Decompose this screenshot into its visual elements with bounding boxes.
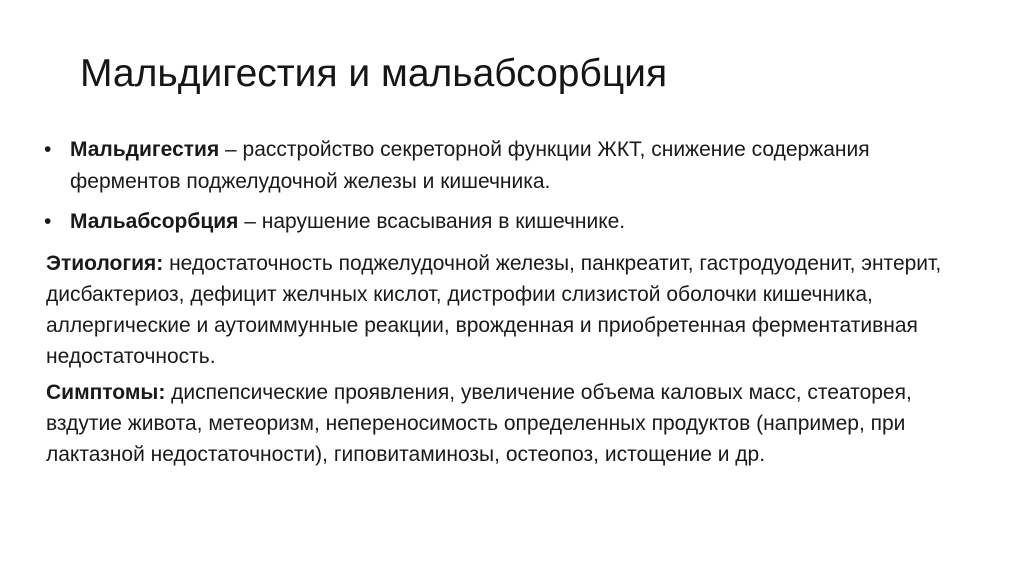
etiology-label: Этиология: <box>46 252 164 275</box>
etiology-paragraph <box>46 248 976 372</box>
list-item-maldigestion <box>42 134 962 198</box>
term-malabsorption: Мальабсорбция <box>70 210 239 233</box>
list-item-malabsorption <box>42 206 962 238</box>
slide-title: Мальдигестия и мальабсорбция <box>80 52 668 95</box>
definition-list <box>42 134 962 238</box>
etiology-text: недостаточность поджелудочной железы, панкреатит, гастродуоденит, энтерит, дисбактериоз, дефицит желчных кислот, дистрофии слизистой оболочки кишечника, аллергические и аутоиммунные реакции, врожденная и приобретенная ферментативная недостаточность. <box>46 252 942 368</box>
symptoms-text: диспепсические проявления, увеличение объема каловых масс, стеаторея, вздутие живота, метеоризм, непереносимость определенных продуктов (например, при лактазной недостаточности), гиповитаминозы, остеопоз, истощение и др. <box>46 381 912 466</box>
term-maldigestion: Мальдигестия <box>70 138 220 161</box>
symptoms-paragraph <box>46 377 976 470</box>
definition-malabsorption: – нарушение всасывания в кишечнике. <box>238 210 626 233</box>
definition-maldigestion: – расстройство секреторной функции ЖКТ, снижение содержания ферментов поджелудочной железы и кишечника. <box>70 138 870 193</box>
symptoms-label: Симптомы: <box>46 381 166 404</box>
